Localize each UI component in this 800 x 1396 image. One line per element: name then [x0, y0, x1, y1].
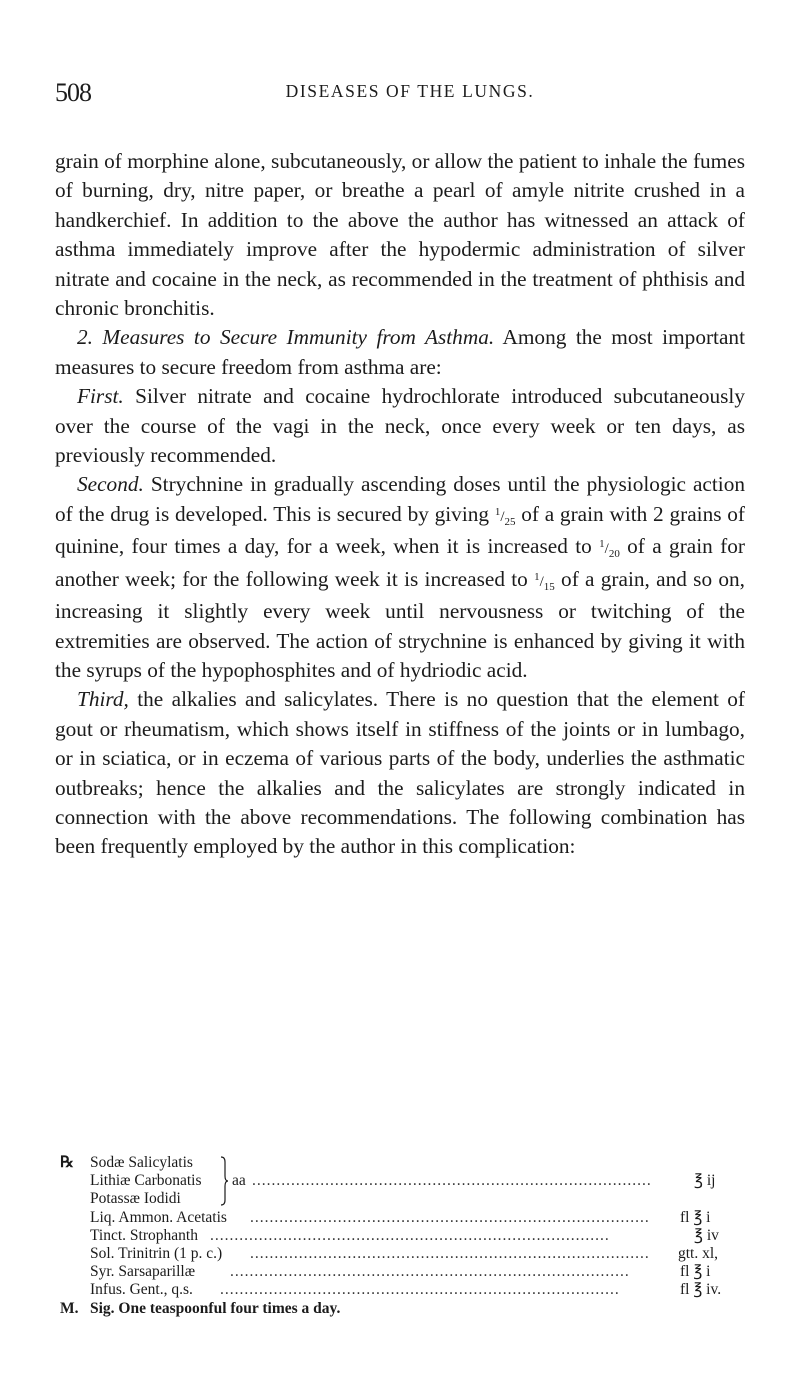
fraction: $^1/_{15}$	[534, 570, 555, 593]
running-title: DISEASES OF THE LUNGS.	[285, 81, 535, 101]
rx-line	[60, 1227, 750, 1245]
item-heading-first: First.	[77, 384, 124, 409]
paragraph-text: the alkalies and salicylates. There is no question that the element of gout or rheumatism, which shows itself in stiffness of the joints or in lumbago, or in sciatica, or in eczema of various parts of the body, underlies the asthmatic outbreaks; hence the alkalies and the salicylates are strongly indicated in connection with the above recommendations. The following combination has been frequently employed by the author in this complication:	[55, 687, 745, 859]
rx-ingredient: Potassæ Iodidi	[90, 1190, 181, 1208]
rx-line	[60, 1263, 750, 1281]
leader-dots: ..................................................................................	[250, 1244, 650, 1262]
rx-line	[60, 1209, 750, 1227]
paragraph-text: of a grain with 2 grains of quinine, four times a day, for a week, when it is increased to	[55, 501, 745, 559]
prescription	[60, 1154, 750, 1320]
paragraph-third	[55, 685, 745, 861]
item-heading-third: Third,	[77, 687, 129, 712]
rx-dose: ℥ iv	[694, 1226, 719, 1244]
recipe-symbol: ℞	[60, 1154, 74, 1171]
fraction: $^1/_{25}$	[494, 505, 516, 528]
leader-dots: ..................................................................................	[250, 1208, 650, 1226]
rx-line	[60, 1154, 750, 1172]
misce-abbreviation: M.	[60, 1299, 79, 1317]
fraction-numerator: 1	[534, 570, 540, 583]
rx-dose: fl ℥ iv.	[680, 1281, 722, 1299]
signa-directions: Sig. One teaspoonful four times a day.	[90, 1299, 341, 1317]
rx-line	[60, 1190, 750, 1208]
paragraph-text: Among the most important measures to secure freedom from asthma are:	[55, 325, 745, 379]
paragraph-first	[55, 382, 745, 470]
rx-ingredient: Liq. Ammon. Acetatis	[90, 1208, 227, 1226]
paragraph-text: of a grain for another week; for the following week it is increased to	[55, 534, 745, 591]
paragraph-text: of a grain, and so on, increasing it slightly every week until nervousness or twitching of the extremities are observed. The action of strychnine is enhanced by giving it with the syrups of the hypophosphites and of hydriodic acid.	[55, 566, 746, 682]
paragraph-text: Strychnine in gradually ascending doses until the physiologic action of the drug is developed. This is secured by giving	[55, 472, 745, 526]
rx-ingredient: Tinct. Strophanth	[90, 1226, 198, 1244]
rx-ingredient: Sodæ Salicylatis	[90, 1154, 193, 1171]
fraction-denominator: 15	[543, 580, 555, 593]
rx-ingredient: Infus. Gent., q.s.	[90, 1281, 193, 1299]
rx-line	[60, 1245, 750, 1263]
paragraph-continuation: grain of morphine alone, subcutaneously, or allow the patient to inhale the fumes of burning, dry, nitre paper, or breathe a pearl of amyle nitrite crushed in a handkerchief. In addition to the above the author has witnessed an attack of asthma immediately improve after the hypodermic administration of silver nitrate and cocaine in the neck, as recommended in the treatment of phthisis and chronic bronchitis.	[55, 149, 745, 321]
page-header	[55, 78, 745, 108]
body-text	[55, 147, 745, 862]
rx-dose: fl ℥ i	[680, 1263, 711, 1281]
paragraph-measures	[55, 323, 745, 382]
rx-ingredient: Sol. Trinitrin (1 p. c.)	[90, 1244, 223, 1262]
page-number: 508	[55, 78, 91, 107]
leader-dots: ..................................................................................	[220, 1281, 620, 1299]
fraction-denominator: 25	[504, 515, 516, 528]
rx-dose: fl ℥ i	[680, 1208, 711, 1226]
paragraph-text: Silver nitrate and cocaine hydrochlorate introduced subcutaneously over the course of the vagi in the neck, once every week or ten days, as previously recommended.	[55, 384, 745, 468]
rx-ingredient: Syr. Sarsaparillæ	[90, 1263, 196, 1281]
rx-group-suffix: aa	[232, 1172, 246, 1190]
leader-dots: ..................................................................................	[230, 1263, 630, 1281]
rx-signature-line	[60, 1300, 750, 1320]
rx-dose: ℥ ij	[694, 1172, 716, 1190]
fraction-numerator: 1	[599, 538, 605, 551]
paragraph-second	[55, 470, 745, 685]
leader-dots: ..................................................................................	[252, 1172, 652, 1190]
rx-line	[60, 1172, 750, 1190]
rx-ingredient: Lithiæ Carbonatis	[90, 1172, 202, 1190]
fraction-denominator: 20	[608, 548, 620, 561]
rx-line	[60, 1281, 750, 1299]
fraction-numerator: 1	[494, 505, 501, 518]
item-heading-second: Second.	[77, 472, 144, 497]
leader-dots: ..................................................................................	[210, 1226, 610, 1244]
fraction: $^1/_{20}$	[599, 538, 620, 561]
section-heading: 2. Measures to Secure Immunity from Asthma.	[77, 325, 495, 350]
rx-dose: gtt. xl,	[678, 1244, 719, 1262]
curly-brace-icon	[220, 1156, 228, 1206]
